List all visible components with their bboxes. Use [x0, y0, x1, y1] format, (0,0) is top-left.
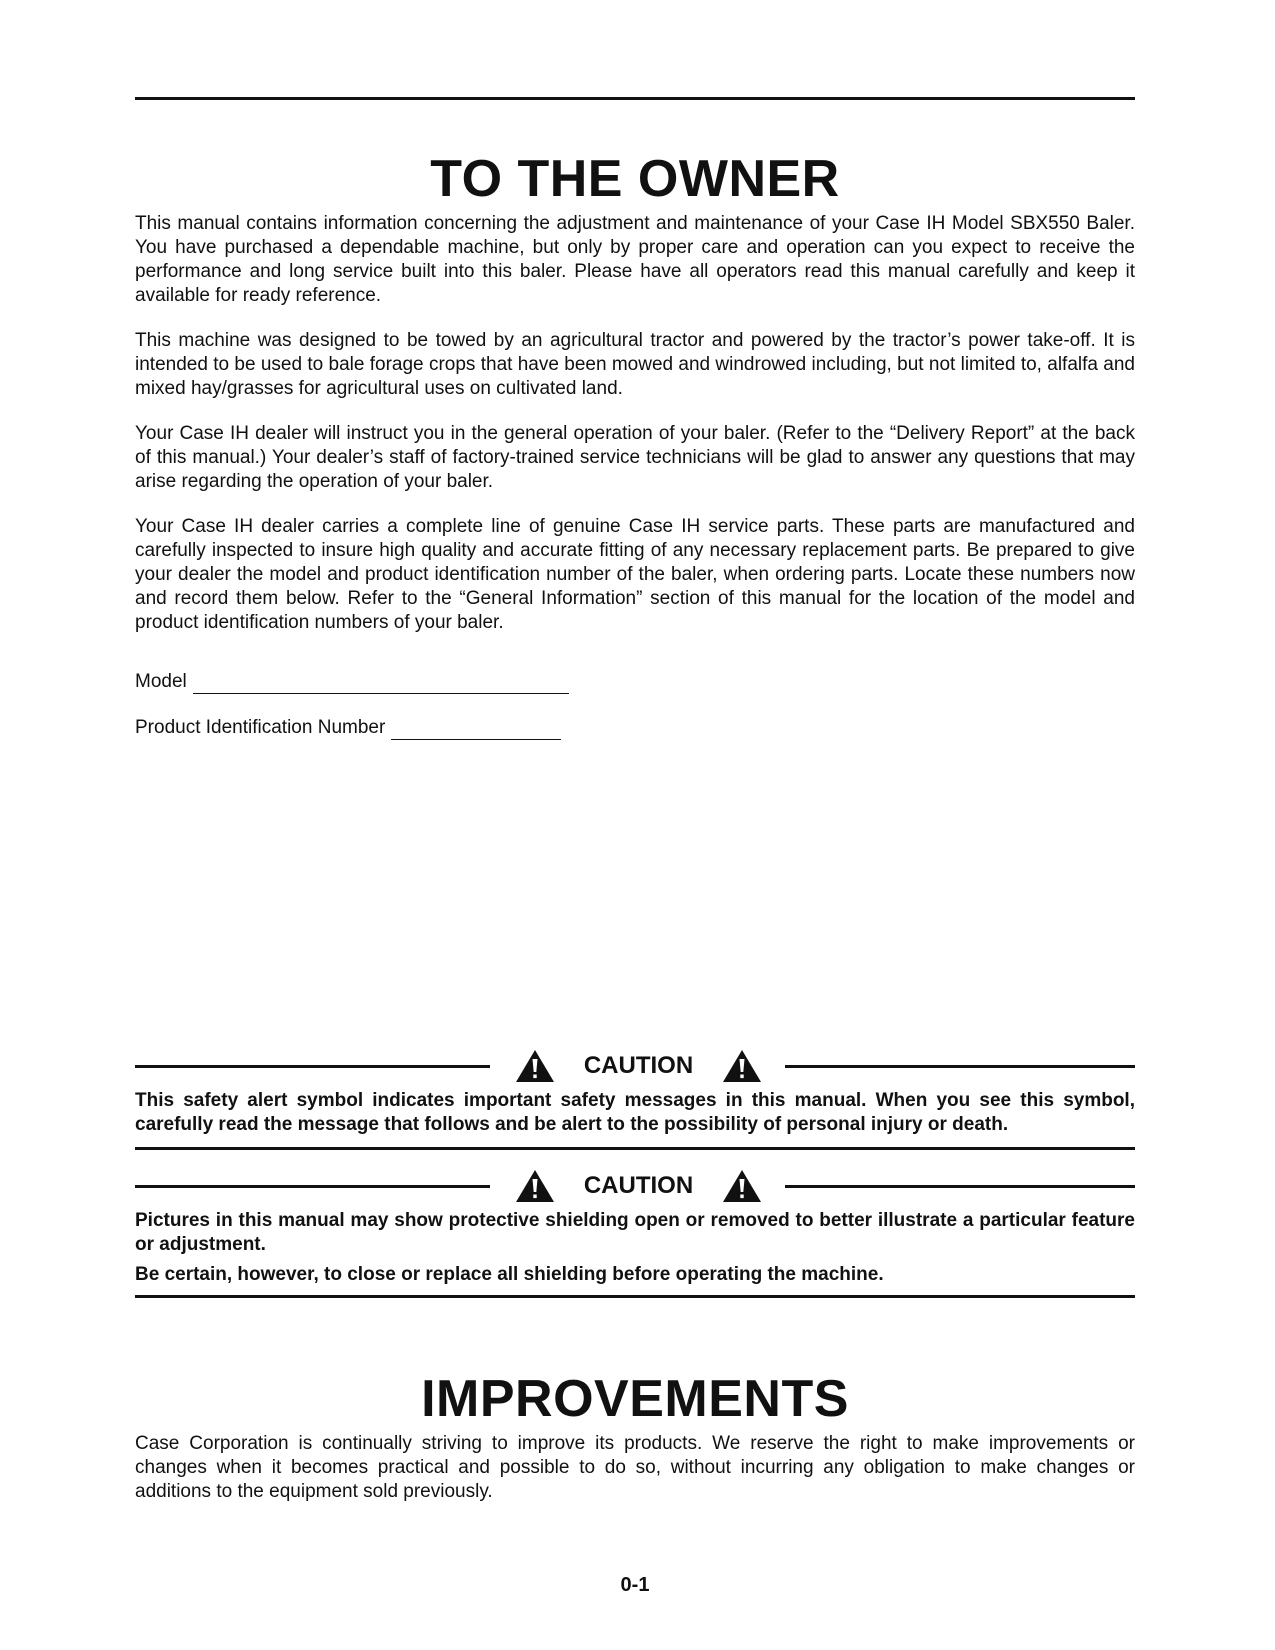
page-title: TO THE OWNER — [430, 150, 840, 208]
caution-label: CAUTION — [583, 1172, 694, 1199]
warning-triangle-icon — [515, 1169, 555, 1203]
caution-bottom-rule — [135, 1147, 1135, 1150]
caution-text: This safety alert symbol indicates important safety messages in this manual. When you see this symbol, carefully read the message that follows and be alert to the possibility of personal injury or death. — [135, 1090, 1135, 1135]
caution-rule-right — [785, 1065, 1135, 1068]
warning-triangle-icon — [515, 1049, 555, 1083]
caution-label: CAUTION — [583, 1052, 694, 1079]
top-rule — [135, 97, 1135, 100]
intro-paragraph: This manual contains information concerning the adjustment and maintenance of your Case IH Model SBX550 Baler. You have purchased a dependable machine, but only by proper care and operation can you expect to receive the performance and long service built into this baler. Please have all operators read this manual carefully and keep it available for ready reference. — [135, 213, 1135, 306]
caution-rule-right — [785, 1185, 1135, 1188]
warning-triangle-icon — [722, 1049, 762, 1083]
page-number: 0-1 — [620, 1574, 650, 1596]
improvements-title: IMPROVEMENTS — [421, 1370, 849, 1428]
caution-header — [135, 1049, 1135, 1083]
improvements-section — [135, 1432, 1135, 1504]
caution-text: Pictures in this manual may show protective shielding open or removed to better illustrate a particular feature or adjustment. — [135, 1210, 1135, 1255]
caution-message — [135, 1089, 1135, 1137]
caution-message — [135, 1209, 1135, 1287]
pin-blank-field[interactable] — [391, 721, 561, 740]
intro-section — [135, 212, 1135, 656]
warning-triangle-icon — [722, 1169, 762, 1203]
intro-paragraph: Your Case IH dealer carries a complete line of genuine Case IH service parts. These parts are manufactured and carefully inspected to insure high quality and accurate fitting of any necessary replacement parts. Be prepared to give your dealer the model and product identification number of the baler, when ordering parts. Locate these numbers now and record them below. Refer to the “General Information” section of this manual for the location of the model and product identification numbers of your baler. — [135, 516, 1135, 633]
pin-label: Product Identification Number — [135, 717, 386, 738]
pin-record-line — [135, 716, 561, 740]
caution-text: Be certain, however, to close or replace all shielding before operating the machine. — [135, 1264, 884, 1285]
model-blank-field[interactable] — [193, 675, 569, 694]
intro-paragraph: Your Case IH dealer will instruct you in the general operation of your baler. (Refer to the “Delivery Report” at the back of this manual.) Your dealer’s staff of factory-trained service technicians will be glad to answer any questions that may arise regarding the operation of your baler. — [135, 423, 1135, 492]
intro-paragraph: This machine was designed to be towed by an agricultural tractor and powered by the tractor’s power take-off. It is intended to be used to bale forage crops that have been mowed and windrowed including, but not limited to, alfalfa and mixed hay/grasses for agricultural uses on cultivated land. — [135, 330, 1135, 399]
caution-header — [135, 1169, 1135, 1203]
improvements-paragraph: Case Corporation is continually striving to improve its products. We reserve the right to make improvements or changes when it becomes practical and possible to do so, without incurring any obligation to make changes or additions to the equipment sold previously. — [135, 1433, 1135, 1502]
model-label: Model — [135, 671, 187, 692]
caution-rule-left — [135, 1065, 490, 1068]
caution-rule-left — [135, 1185, 490, 1188]
caution-bottom-rule — [135, 1295, 1135, 1298]
model-record-line — [135, 670, 569, 694]
